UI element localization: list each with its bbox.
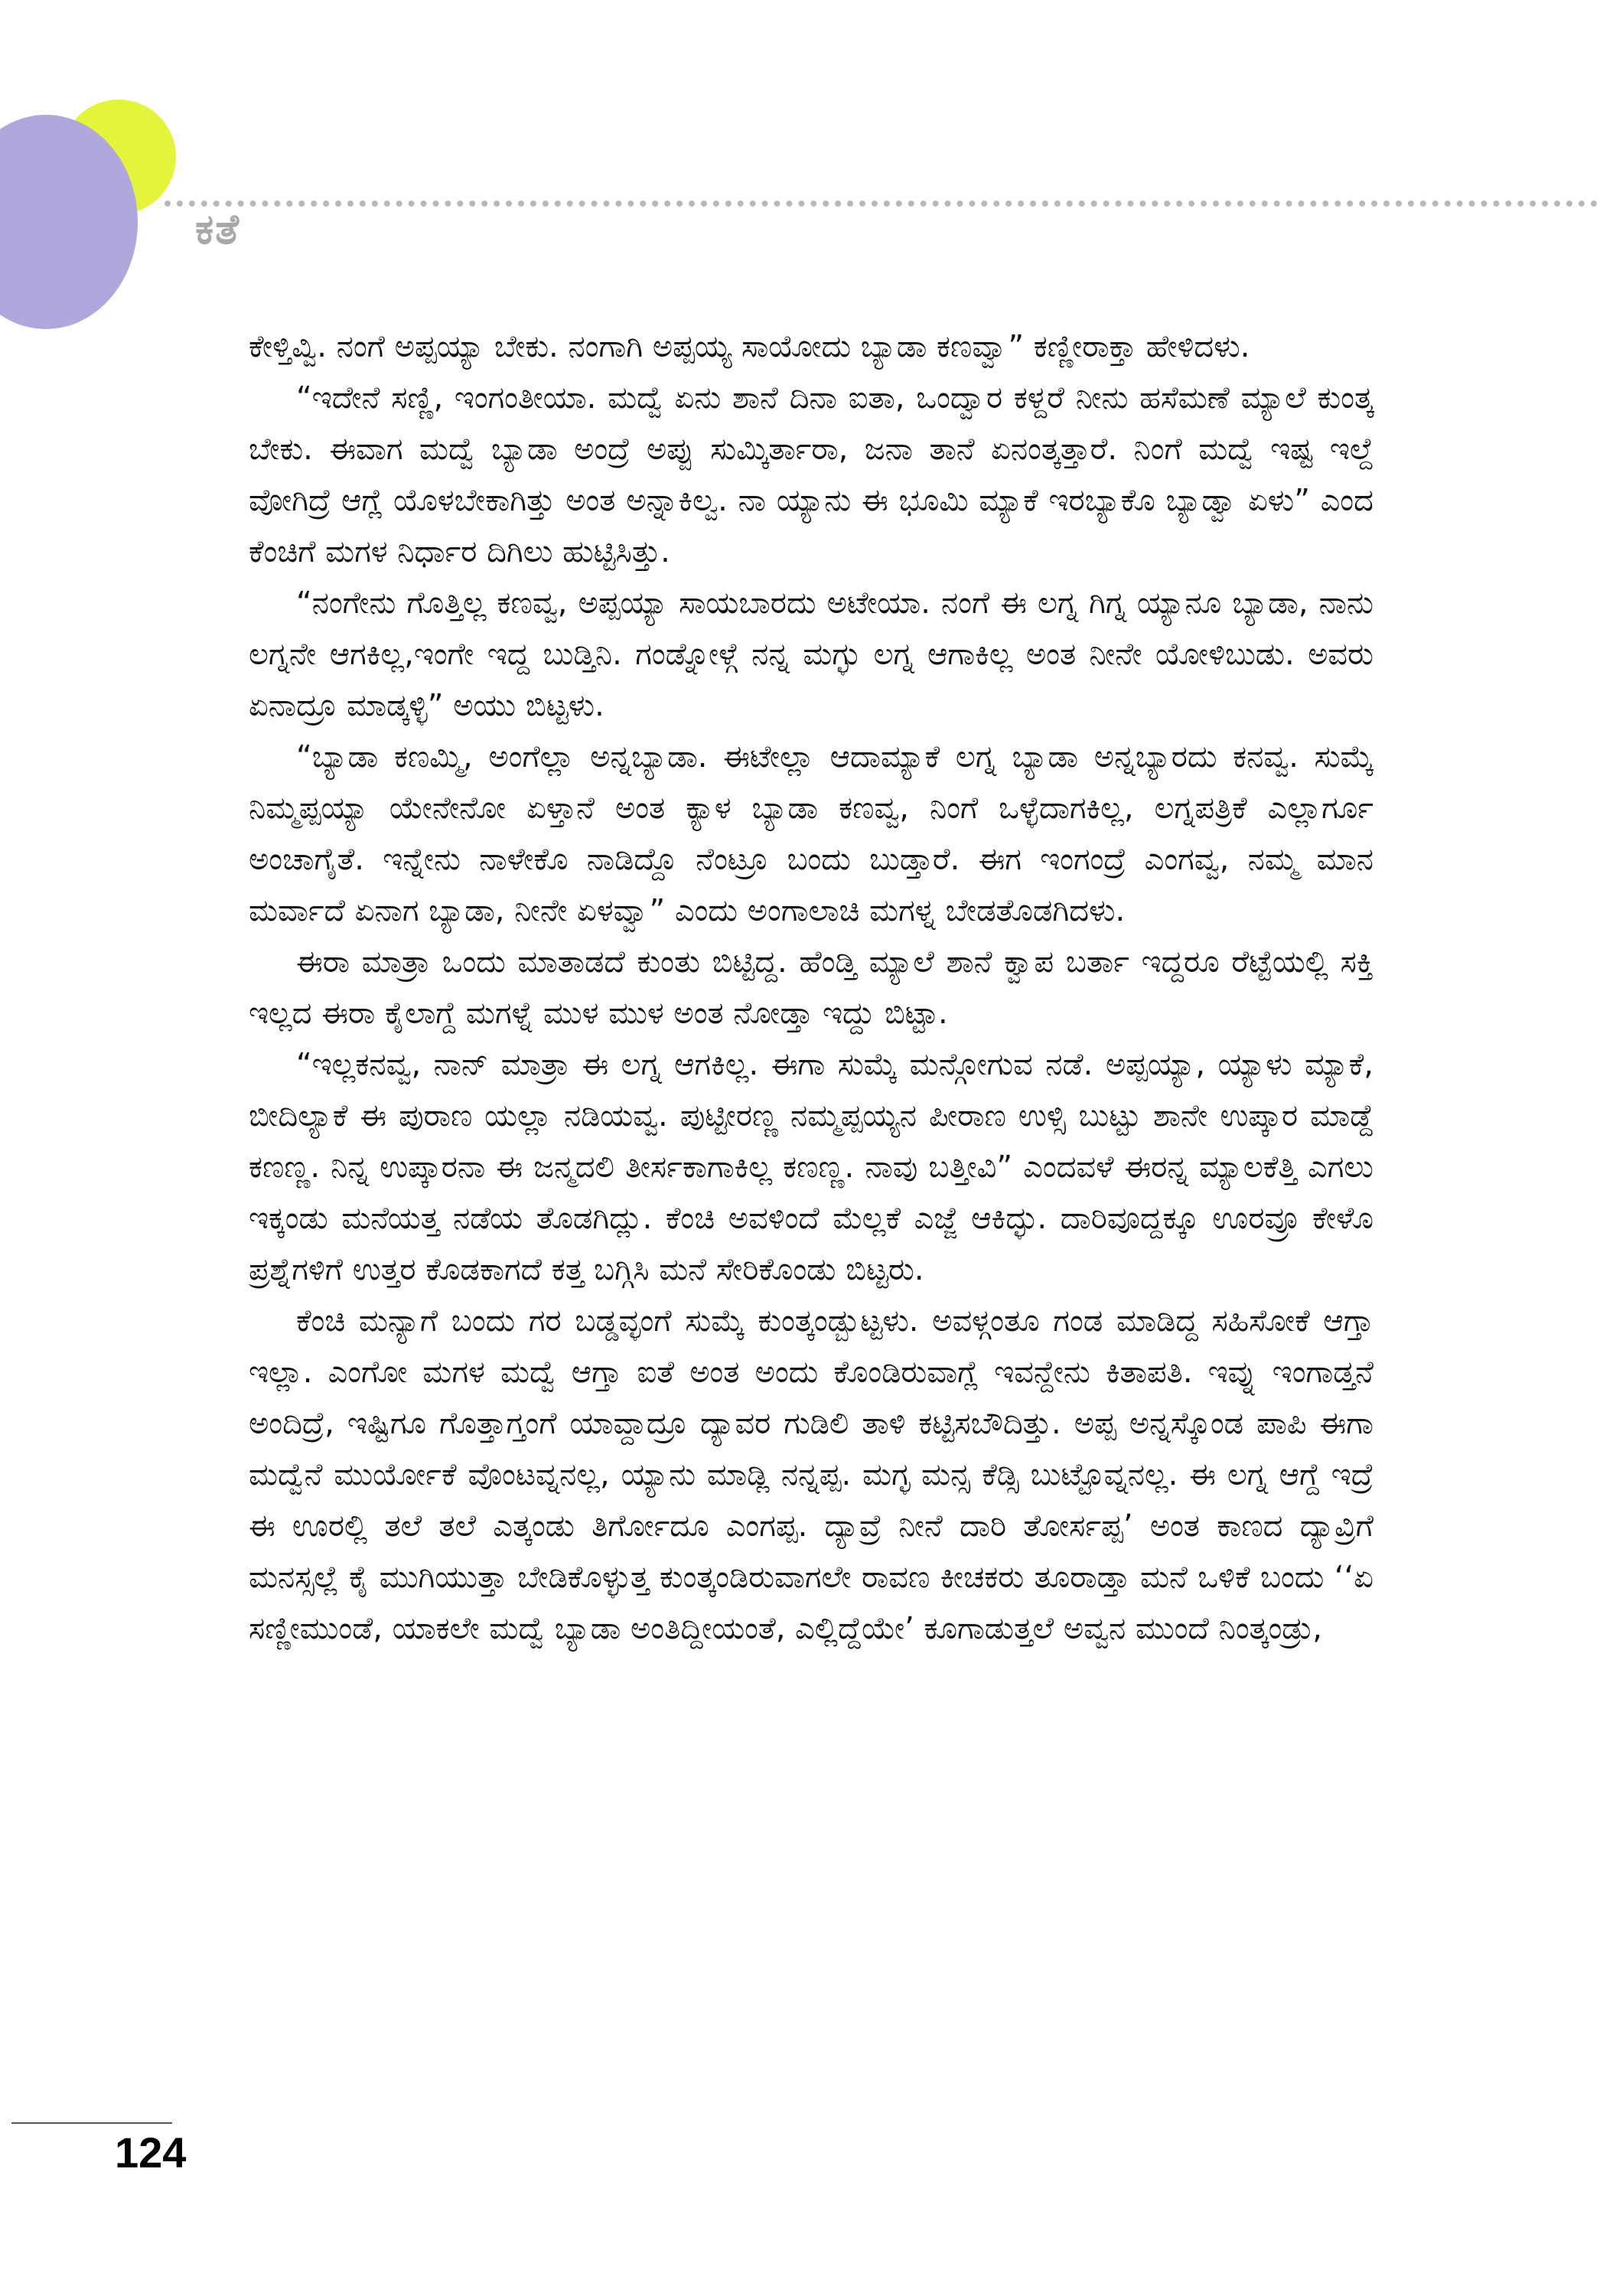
page-number: 124	[115, 2128, 187, 2177]
paragraph: “ಇದೇನೆ ಸಣ್ಣಿ, ಇಂಗಂತೀಯಾ. ಮದ್ವೆ ಏನು ಶಾನೆ ದಿನಾ ಐತಾ, ಒಂದ್ವಾರ ಕಳ್ದರೆ ನೀನು ಹಸೆಮಣೆ ಮ್ಯಾಲೆ ಕುಂತ್ಕ ಬೇಕು. ಈವಾಗ ಮದ್ವೆ ಬ್ಯಾಡಾ ಅಂದ್ರೆ ಅಪ್ಪು ಸುಮ್ಕಿರ್ತಾರಾ, ಜನಾ ತಾನೆ ಏನಂತ್ಕತ್ತಾರೆ. ನಿಂಗೆ ಮದ್ವೆ ಇಷ್ಟ ಇಲ್ದೆ ವೋಗಿದ್ರೆ ಆಗ್ಲೆ ಯೊಳಬೇಕಾಗಿತ್ತು ಅಂತ ಅನ್ನಾಕಿಲ್ವ. ನಾ ಯ್ಯಾನು ಈ ಭೂಮಿ ಮ್ಯಾಕೆ ಇರಬ್ಯಾಕೊ ಬ್ಯಾಡ್ವಾ ಏಳು” ಎಂದ ಕೆಂಚಿಗೆ ಮಗಳ ನಿರ್ಧಾರ ದಿಗಿಲು ಹುಟ್ಟಿಸಿತ್ತು.	[249, 380, 1373, 569]
footer-rule	[11, 2122, 172, 2124]
paragraph: “ನಂಗೇನು ಗೊತ್ತಿಲ್ಲ ಕಣವ್ವ, ಅಪ್ಪಯ್ಯಾ ಸಾಯಬಾರದು ಅಟೇಯಾ. ನಂಗೆ ಈ ಲಗ್ನ ಗಿಗ್ನ ಯ್ಯಾನೂ ಬ್ಯಾಡಾ, ನಾನು ಲಗ್ನನೇ ಆಗಕಿಲ್ಲ,ಇಂಗೇ ಇದ್ದ ಬುಡ್ತಿನಿ. ಗಂಡ್ನೋಳ್ಗೆ ನನ್ನ ಮಗ್ಳು ಲಗ್ನ ಆಗಾಕಿಲ್ಲ ಅಂತ ನೀನೇ ಯೋಳಿಬುಡು. ಅವರು ಏನಾದ್ರೂ ಮಾಡ್ಕಳ್ಳಿ” ಅಯು ಬಿಟ್ಟಳು.	[249, 585, 1373, 723]
paragraph: “ಇಲ್ಲಕನವ್ವ, ನಾನ್ ಮಾತ್ರಾ ಈ ಲಗ್ನ ಆಗಕಿಲ್ಲ. ಈಗಾ ಸುಮ್ಕೆ ಮನ್ಗೋಗುವ ನಡೆ. ಅಪ್ಪಯ್ಯಾ, ಯ್ಯಾಳು ಮ್ಯಾಕೆ, ಬೀದಿಲ್ಯಾಕೆ ಈ ಪುರಾಣ ಯಲ್ಲಾ ನಡಿಯವ್ವ. ಪುಟ್ಟೀರಣ್ಣ ನಮ್ಮಪ್ಪಯ್ಯನ ಪೀರಾಣ ಉಳ್ಸಿ ಬುಟ್ಟು ಶಾನೇ ಉಪ್ಕಾರ ಮಾಡ್ದೆ ಕಣಣ್ಣ. ನಿನ್ನ ಉಪ್ಕಾರನಾ ಈ ಜನ್ಮದಲಿ ತೀರ್ಸಕಾಗಾಕಿಲ್ಲ ಕಣಣ್ಣ. ನಾವು ಬತ್ತೀವಿ” ಎಂದವಳೆ ಈರನ್ನ ಮ್ಯಾಲಕೆತ್ತಿ ಎಗಲು ಇಕ್ಕಂಡು ಮನೆಯತ್ತ ನಡೆಯ ತೊಡಗಿದ್ಲು. ಕೆಂಚಿ ಅವಳಿಂದೆ ಮೆಲ್ಲಕೆ ಎಜ್ಜೆ ಆಕಿದ್ಳು. ದಾರಿವೂದ್ದಕ್ಕೂ ಊರವ್ರೂ ಕೇಳೊ ಪ್ರಶ್ನೆಗಳಿಗೆ ಉತ್ತರ ಕೊಡಕಾಗದೆ ಕತ್ತ ಬಗ್ಗಿಸಿ ಮನೆ ಸೇರಿಕೊಂಡು ಬಿಟ್ಟರು.	[249, 1047, 1373, 1287]
paragraph: “ಬ್ಯಾಡಾ ಕಣಮ್ಮಿ, ಅಂಗೆಲ್ಲಾ ಅನ್ನಬ್ಯಾಡಾ. ಈಟೇಲ್ಲಾ ಆದಾಮ್ಯಾಕೆ ಲಗ್ನ ಬ್ಯಾಡಾ ಅನ್ನಬ್ಯಾರದು ಕನವ್ವ. ಸುಮ್ಕೆ ನಿಮ್ಮಪ್ಪಯ್ಯಾ ಯೇನೇನೋ ಏಳ್ತಾನೆ ಅಂತ ಕ್ಯಾಳ ಬ್ಯಾಡಾ ಕಣವ್ವ, ನಿಂಗೆ ಒಳ್ಳೆದಾಗಕಿಲ್ಲ, ಲಗ್ನಪತ್ರಿಕೆ ಎಲ್ಲಾರ್ಗೂ ಅಂಚಾಗೈತೆ. ಇನ್ನೇನು ನಾಳೇಕೊ ನಾಡಿದ್ದೊ ನೆಂಟ್ರೂ ಬಂದು ಬುಡ್ತಾರೆ. ಈಗ ಇಂಗಂದ್ರೆ ಎಂಗವ್ವ, ನಮ್ಮ ಮಾನ ಮರ್ವಾದೆ ಏನಾಗ ಬ್ಯಾಡಾ, ನೀನೇ ಏಳವ್ವಾ” ಎಂದು ಅಂಗಾಲಾಚಿ ಮಗಳ್ನ ಬೇಡತೊಡಗಿದಳು.	[249, 739, 1373, 928]
header-dotted-rule	[165, 201, 1598, 207]
paragraph: ಕೇಳ್ತಿವ್ವಿ. ನಂಗೆ ಅಪ್ಪಯ್ಯಾ ಬೇಕು. ನಂಗಾಗಿ ಅಪ್ಪಯ್ಯ ಸಾಯೋದು ಬ್ಯಾಡಾ ಕಣವ್ವಾ” ಕಣ್ಣೀರಾಕ್ತಾ ಹೇಳಿದಳು.	[249, 329, 1250, 364]
paragraph: ಕೆಂಚಿ ಮನ್ಯಾಗೆ ಬಂದು ಗರ ಬಡ್ಡವ್ಳಂಗೆ ಸುಮ್ಕೆ ಕುಂತ್ಕಂಡ್ಬುಟ್ಟಳು. ಅವಳ್ಗಂತೂ ಗಂಡ ಮಾಡಿದ್ದ ಸಹಿಸೋಕೆ ಆಗ್ತಾ ಇಲ್ಲಾ. ಎಂಗೋ ಮಗಳ ಮದ್ವೆ ಆಗ್ತಾ ಐತೆ ಅಂತ ಅಂದು ಕೊಂಡಿರುವಾಗ್ಲೆ ಇವನ್ದೇನು ಕಿತಾಪತಿ. ಇವ್ನು ಇಂಗಾಡ್ತನೆ ಅಂದಿದ್ರೆ, ಇಷ್ಟಿಗೂ ಗೊತ್ತಾಗ್ತಂಗೆ ಯಾವ್ದಾದ್ರೂ ದ್ಯಾವರ ಗುಡಿಲಿ ತಾಳಿ ಕಟ್ಟಿಸಬೌದಿತ್ತು. ಅಪ್ಪ ಅನ್ನಸ್ಕೊಂಡ ಪಾಪಿ ಈಗಾ ಮದ್ವೆನೆ ಮುರ್ಯೋಕೆ ವೊಂಟವ್ನನಲ್ಲ, ಯ್ಯಾನು ಮಾಡ್ಲಿ ನನ್ನಪ್ಪ. ಮಗ್ಳ ಮನ್ಸ ಕೆಡ್ಸಿ ಬುಟ್ಟೊವ್ನನಲ್ಲ. ಈ ಲಗ್ನ ಆಗ್ದೆ ಇದ್ರೆ ಈ ಊರಲ್ಲಿ ತಲೆ ತಲೆ ಎತ್ಕಂಡು ತಿರ್ಗೋದೂ ಎಂಗಪ್ಪ. ದ್ಯಾವ್ರೆ ನೀನೆ ದಾರಿ ತೋರ್ಸಪ್ಪ’ ಅಂತ ಕಾಣದ ದ್ಯಾವ್ರಿಗೆ ಮನಸ್ಸಲ್ಲೆ ಕೈ ಮುಗಿಯುತ್ತಾ ಬೇಡಿಕೊಳ್ಳುತ್ತ ಕುಂತ್ಕಂಡಿರುವಾಗಲೇ ರಾವಣ ಕೀಚಕರು ತೂರಾಡ್ತಾ ಮನೆ ಒಳಿಕೆ ಬಂದು ‘‘ಏ ಸಣ್ಣೀಮುಂಡೆ, ಯಾಕಲೇ ಮದ್ವೆ ಬ್ಯಾಡಾ ಅಂತಿದ್ದೀಯಂತೆ, ಎಲ್ಲಿದ್ದೆಯೇ’ ಕೂಗಾಡುತ್ತಲೆ ಅವ್ವನ ಮುಂದೆ ನಿಂತ್ಕಂಡ್ರು,	[249, 1303, 1373, 1646]
paragraph: ಈರಾ ಮಾತ್ರಾ ಒಂದು ಮಾತಾಡದೆ ಕುಂತು ಬಿಟ್ಟಿದ್ದ. ಹೆಂಡ್ತಿ ಮ್ಯಾಲೆ ಶಾನೆ ಕ್ವಾಪ ಬರ್ತಾ ಇದ್ದರೂ ರೆಟ್ಟೆಯಲ್ಲಿ ಸಕ್ತಿ ಇಲ್ಲದ ಈರಾ ಕೈಲಾಗ್ದೆ ಮಗಳ್ನೆ ಮುಳ ಮುಳ ಅಂತ ನೋಡ್ತಾ ಇದ್ದು ಬಿಟ್ಟಾ.	[249, 944, 1373, 1031]
story-body	[249, 321, 1373, 1655]
section-label: ಕತೆ	[195, 205, 241, 253]
